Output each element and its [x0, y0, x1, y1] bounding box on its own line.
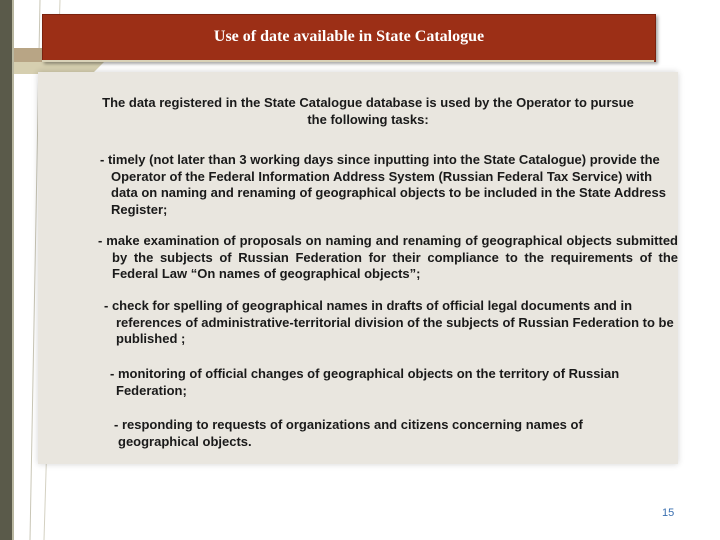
list-item: - monitoring of official changes of geographical objects on the territory of Russian Federation; — [110, 366, 620, 398]
title-bar — [42, 14, 656, 62]
list-item: - make examination of proposals on naming and renaming of geographical objects submitted by the subjects of Russian Federation for their compliance to the requirements of the Federal Law “On names of geographical objects”; — [98, 233, 678, 281]
slide-title: Use of date available in State Catalogue — [213, 28, 485, 45]
list-item: - responding to requests of organizations and citizens concerning names of geographical objects. — [114, 417, 583, 449]
page-number: 15 — [662, 507, 675, 519]
list-item: - check for spelling of geographical names in drafts of official legal documents and in references of administrative-territorial division of the subjects of Russian Federation to be published ; — [104, 298, 674, 346]
intro-paragraph: The data registered in the State Catalogue database is used by the Operator to pursue the following tasks: — [102, 95, 634, 127]
list-item: - timely (not later than 3 working days since inputting into the State Catalogue) provide the Operator of the Federal Information Address System (Russian Federal Tax Service) with data on naming and renaming of geographical objects to be included in the State Address Register; — [100, 152, 666, 217]
title-underline — [42, 60, 654, 62]
content-box — [38, 72, 678, 464]
